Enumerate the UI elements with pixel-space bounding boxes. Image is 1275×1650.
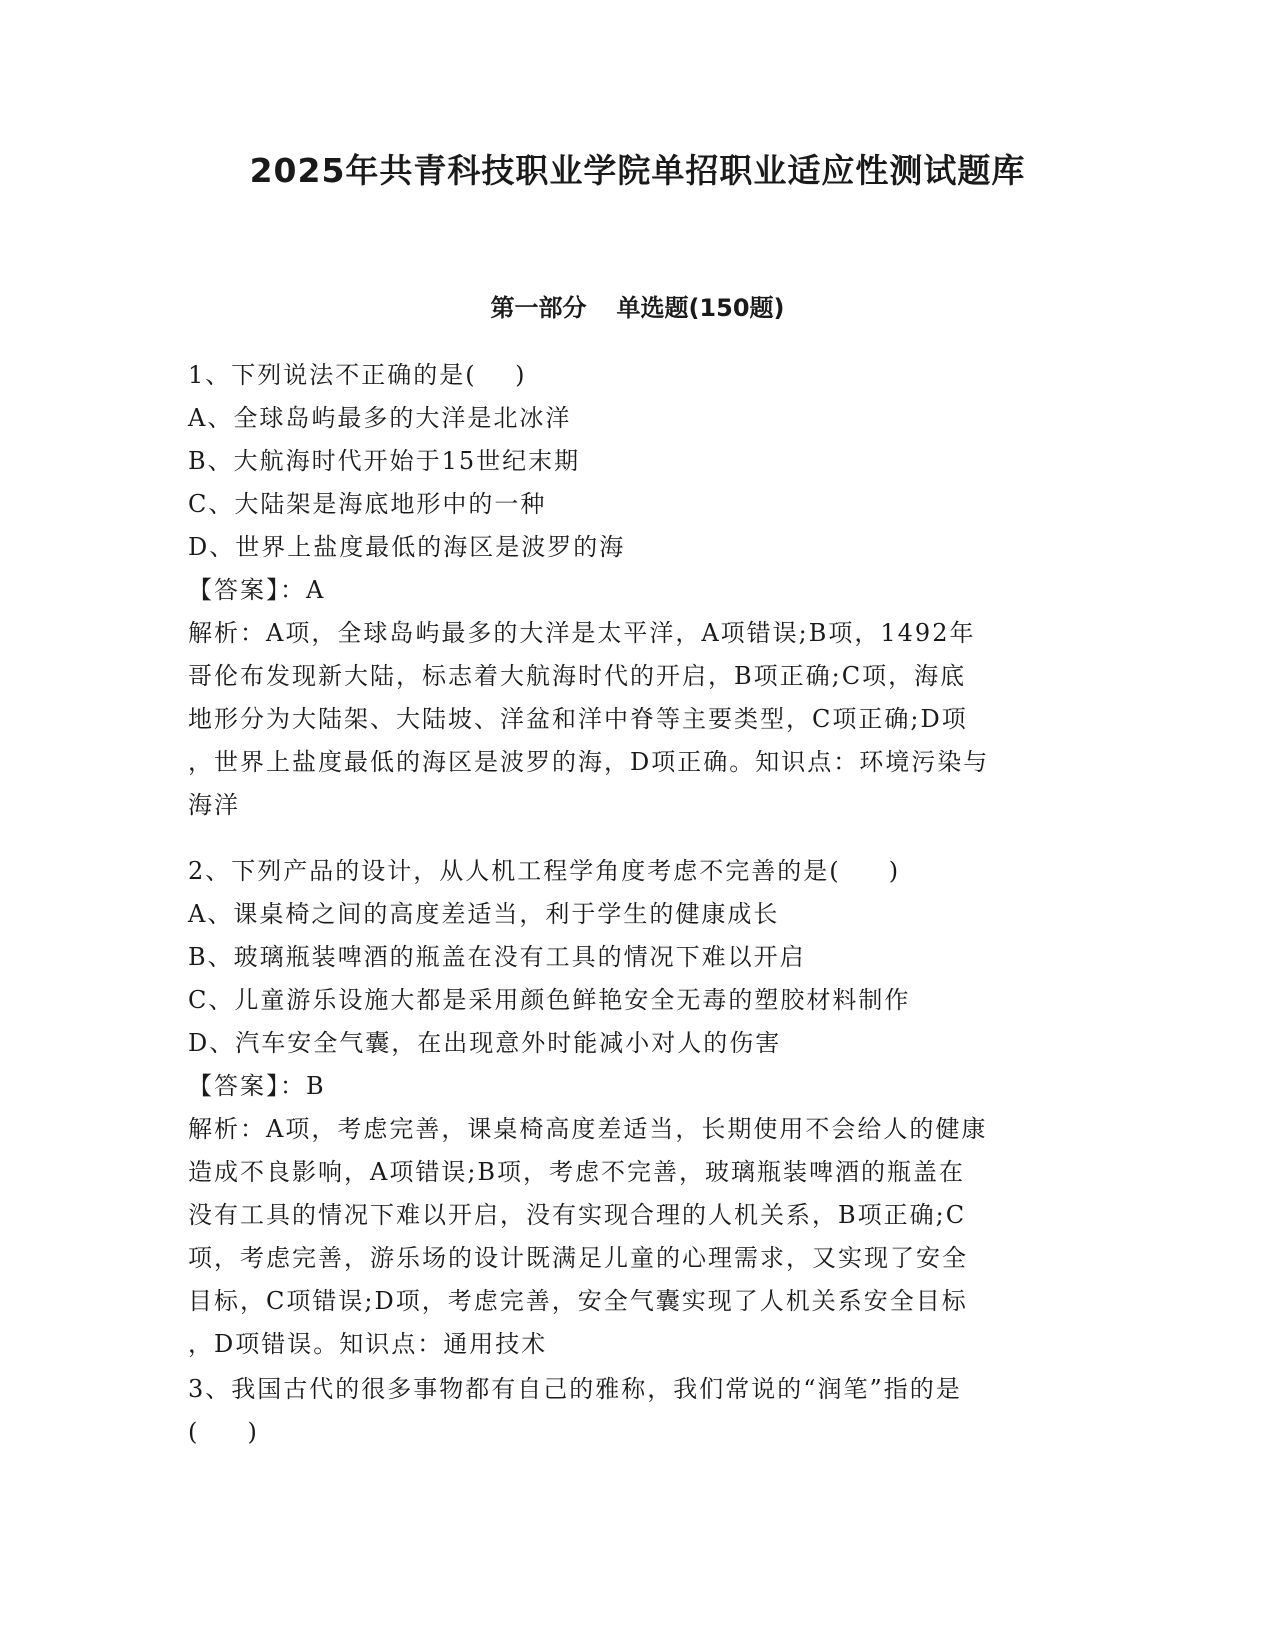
option-b: B、大航海时代开始于15世纪末期 [188,447,581,475]
option-c: C、大陆架是海底地形中的一种 [188,490,547,518]
option-b: B、玻璃瓶装啤酒的瓶盖在没有工具的情况下难以开启 [188,943,806,971]
analysis-line: ，世界上盐度最低的海区是波罗的海，D项正确。知识点：环境污染与 [188,748,990,776]
answer-line: 【答案】：B [188,1072,326,1100]
option-c: C、儿童游乐设施大都是采用颜色鲜艳安全无毒的塑胶材料制作 [188,986,911,1014]
analysis-line: 海洋 [188,791,240,819]
analysis-line: 造成不良影响，A项错误;B项，考虑不完善，玻璃瓶装啤酒的瓶盖在 [188,1158,966,1186]
section-heading [0,291,1275,325]
option-d: D、世界上盐度最低的海区是波罗的海 [188,533,626,561]
answer-line: 【答案】：A [188,576,326,604]
analysis-line: 项，考虑完善，游乐场的设计既满足儿童的心理需求，又实现了安全 [188,1244,968,1272]
question-1 [188,354,1088,827]
analysis-line: 没有工具的情况下难以开启，没有实现合理的人机关系，B项正确;C [188,1201,967,1229]
question-3 [188,1368,1088,1454]
analysis-line: 解析：A项，全球岛屿最多的大洋是太平洋，A项错误;B项，1492年 [188,619,976,647]
section-name: 单选题(150题) [616,294,785,322]
option-d: D、汽车安全气囊，在出现意外时能减小对人的伤害 [188,1029,782,1057]
option-a: A、全球岛屿最多的大洋是北冰洋 [188,404,572,432]
analysis-line: ，D项错误。知识点：通用技术 [188,1330,548,1358]
analysis-line: 地形分为大陆架、大陆坡、洋盆和洋中脊等主要类型，C项正确;D项 [188,705,968,733]
analysis-line: 解析：A项，考虑完善，课桌椅高度差适当，长期使用不会给人的健康 [188,1115,988,1143]
question-stem: 2、下列产品的设计，从人机工程学角度考虑不完善的是( ) [188,857,901,885]
question-stem: 1、下列说法不正确的是( ) [188,361,527,389]
question-stem: 3、我国古代的很多事物都有自己的雅称，我们常说的“润笔”指的是 [188,1375,962,1403]
question-2 [188,850,1088,1366]
option-a: A、课桌椅之间的高度差适当，利于学生的健康成长 [188,900,780,928]
analysis-line: 哥伦布发现新大陆，标志着大航海时代的开启，B项正确;C项，海底 [188,662,967,690]
document-title: 2025年共青科技职业学院单招职业适应性测试题库 [249,151,1026,190]
question-stem: ( ) [188,1418,259,1446]
section-part: 第一部分 [490,294,587,322]
analysis-line: 目标，C项错误;D项，考虑完善，安全气囊实现了人机关系安全目标 [188,1287,968,1315]
